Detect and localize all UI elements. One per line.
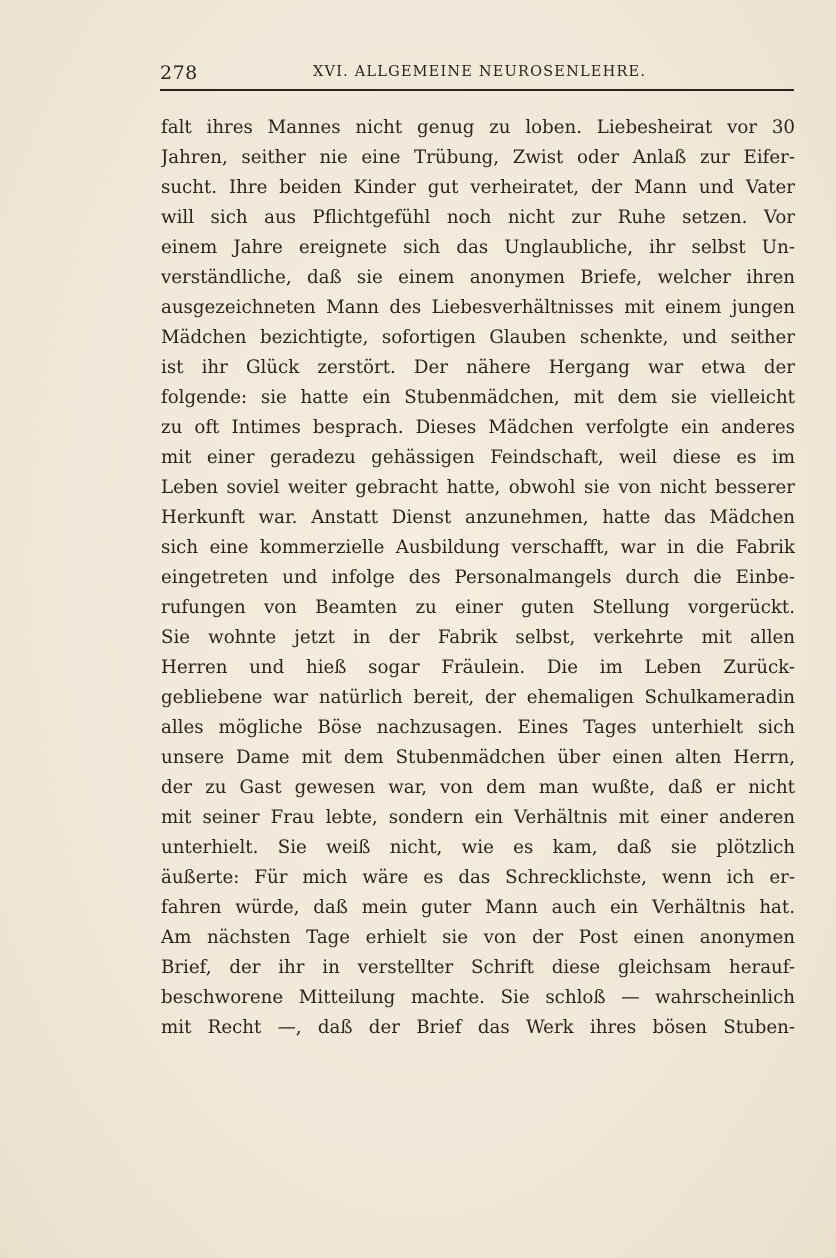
text-line: mit seiner Frau lebte, sondern ein Verhältnis mit einer anderen: [161, 807, 795, 828]
header-rule: [160, 89, 794, 91]
text-line: fahren würde, daß mein guter Mann auch ein Verhältnis hat.: [161, 897, 795, 918]
text-line: Herkunft war. Anstatt Dienst anzunehmen, hatte das Mädchen: [161, 507, 795, 528]
text-line: Brief, der ihr in verstellter Schrift diese gleichsam herauf-: [161, 957, 795, 978]
text-line: ausgezeichneten Mann des Liebesverhältnisses mit einem jungen: [161, 297, 795, 318]
text-line: folgende: sie hatte ein Stubenmädchen, mit dem sie vielleicht: [161, 387, 795, 408]
text-line: Herren und hieß sogar Fräulein. Die im Leben Zurück-: [161, 657, 795, 678]
text-line: Mädchen bezichtigte, sofortigen Glauben schenkte, und seither: [161, 327, 795, 348]
text-line: äußerte: Für mich wäre es das Schrecklichste, wenn ich er-: [161, 867, 795, 888]
text-line: zu oft Intimes besprach. Dieses Mädchen verfolgte ein anderes: [161, 417, 795, 438]
text-line: falt ihres Mannes nicht genug zu loben. Liebesheirat vor 30: [161, 117, 795, 138]
text-line: will sich aus Pflichtgefühl noch nicht zur Ruhe setzen. Vor: [161, 207, 795, 228]
text-line: Am nächsten Tage erhielt sie von der Post einen anonymen: [161, 927, 795, 948]
text-line: Leben soviel weiter gebracht hatte, obwohl sie von nicht besserer: [161, 477, 795, 498]
text-line: sich eine kommerzielle Ausbildung verschafft, war in die Fabrik: [161, 537, 795, 558]
text-line: mit Recht —, daß der Brief das Werk ihres bösen Stuben-: [161, 1017, 795, 1038]
text-line: ist ihr Glück zerstört. Der nähere Hergang war etwa der: [161, 357, 795, 378]
text-line: beschworene Mitteilung machte. Sie schloß — wahrscheinlich: [161, 987, 795, 1008]
text-line: einem Jahre ereignete sich das Unglaubliche, ihr selbst Un-: [161, 237, 795, 258]
text-line: sucht. Ihre beiden Kinder gut verheiratet, der Mann und Vater: [161, 177, 795, 198]
text-line: Sie wohnte jetzt in der Fabrik selbst, verkehrte mit allen: [161, 627, 795, 648]
text-line: unsere Dame mit dem Stubenmädchen über einen alten Herrn,: [161, 747, 795, 768]
text-line: mit einer geradezu gehässigen Feindschaft, weil diese es im: [161, 447, 795, 468]
running-head: XVI. ALLGEMEINE NEUROSENLEHRE.: [313, 64, 647, 80]
page-header: [160, 60, 794, 88]
text-line: gebliebene war natürlich bereit, der ehemaligen Schulkameradin: [161, 687, 795, 708]
text-line: der zu Gast gewesen war, von dem man wußte, daß er nicht: [161, 777, 795, 798]
text-line: verständliche, daß sie einem anonymen Briefe, welcher ihren: [161, 267, 795, 288]
text-line: unterhielt. Sie weiß nicht, wie es kam, daß sie plötzlich: [161, 837, 795, 858]
page-number: 278: [160, 62, 198, 84]
text-line: eingetreten und infolge des Personalmangels durch die Einbe-: [161, 567, 795, 588]
text-line: alles mögliche Böse nachzusagen. Eines Tages unterhielt sich: [161, 717, 795, 738]
text-line: Jahren, seither nie eine Trübung, Zwist oder Anlaß zur Eifer-: [161, 147, 795, 168]
text-line: rufungen von Beamten zu einer guten Stellung vorgerückt.: [161, 597, 795, 618]
body-text: [161, 113, 795, 1043]
